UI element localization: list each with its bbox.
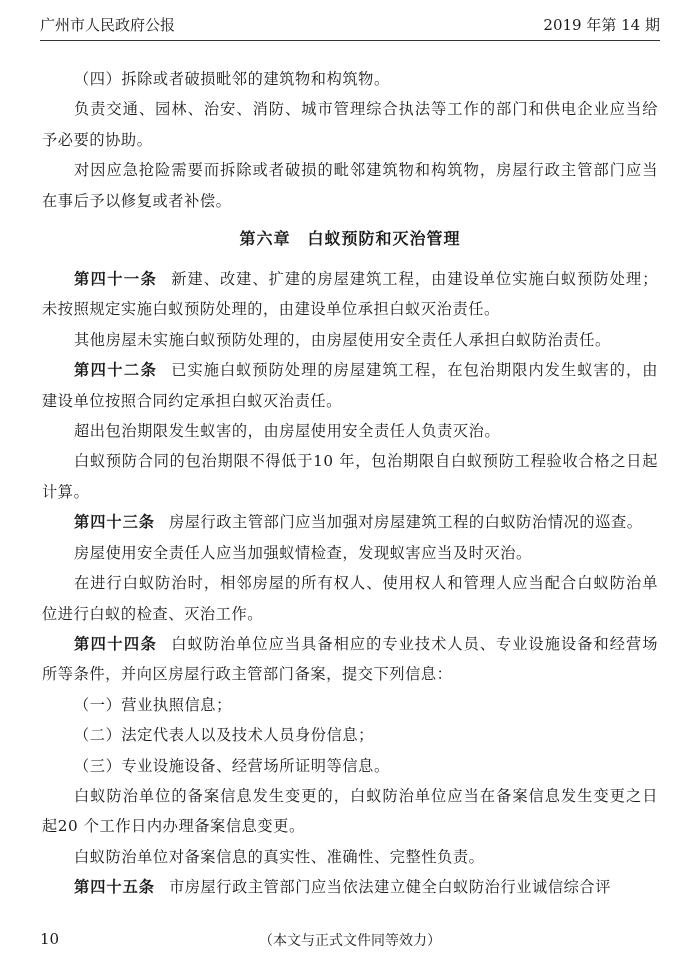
document-body (42, 64, 658, 903)
paragraph-text: 对因应急抢险需要而拆除或者破损的毗邻建筑物和构筑物，房屋行政主管部门应当在事后予以修复或者补偿。 (42, 161, 658, 210)
article-number: 第四十一条 (74, 270, 158, 289)
paragraph (42, 446, 658, 507)
page-number: 10 (40, 930, 60, 948)
section-before-chapter (42, 64, 658, 216)
paragraph (42, 751, 658, 781)
paragraph (42, 325, 658, 355)
chapter-six-articles (42, 264, 658, 903)
paragraph (42, 538, 658, 568)
paragraph (42, 568, 658, 629)
paragraph (42, 842, 658, 872)
paragraph-text: 白蚁预防合同的包治期限不得低于10 年，包治期限自白蚁预防工程验收合格之日起计算。 (42, 452, 658, 501)
paragraph-text: 新建、改建、扩建的房屋建筑工程，由建设单位实施白蚁预防处理；未按照规定实施白蚁预防处理的，由建设单位承担白蚁灭治责任。 (42, 270, 659, 319)
article-paragraph (42, 872, 658, 902)
paragraph-text: 在进行白蚁防治时，相邻房屋的所有权人、使用权人和管理人应当配合白蚁防治单位进行白蚁的检查、灭治工作。 (42, 574, 658, 623)
paragraph-text: （三）专业设施设备、经营场所证明等信息。 (74, 756, 390, 775)
paragraph (42, 155, 658, 216)
paragraph-text: 房屋使用安全责任人应当加强蚁情检查，发现蚁害应当及时灭治。 (74, 543, 532, 562)
article-number: 第四十四条 (74, 634, 158, 653)
article-paragraph (42, 507, 658, 537)
paragraph (42, 781, 658, 842)
issue-label: 2019 年第 14 期 (543, 16, 660, 34)
paragraph (42, 64, 658, 94)
paragraph-text: 白蚁防治单位对备案信息的真实性、准确性、完整性负责。 (74, 847, 485, 866)
article-number: 第四十五条 (74, 878, 155, 897)
article-paragraph (42, 629, 658, 690)
chapter-title: 第六章 白蚁预防和灭治管理 (239, 229, 461, 249)
header-divider (40, 40, 660, 41)
paragraph-text: 其他房屋未实施白蚁预防处理的，由房屋使用安全责任人承担白蚁防治责任。 (74, 330, 611, 349)
paragraph-text: 市房屋行政主管部门应当依法建立健全白蚁防治行业诚信综合评 (168, 878, 611, 897)
page-header (40, 14, 660, 40)
paragraph-text: （四）拆除或者破损毗邻的建筑物和构筑物。 (74, 70, 390, 88)
footer-note: （本文与正式文件同等效力） (259, 933, 441, 949)
paragraph-text: （二）法定代表人以及技术人员身份信息； (74, 726, 374, 745)
paragraph (42, 720, 658, 750)
paragraph (42, 690, 658, 720)
article-number: 第四十三条 (74, 513, 155, 532)
paragraph (42, 416, 658, 446)
paragraph-text: 白蚁防治单位应当具备相应的专业技术人员、专业设施设备和经营场所等条件，并向区房屋行政主管部门备案，提交下列信息： (42, 634, 659, 684)
paragraph-text: 超出包治期限发生蚁害的，由房屋使用安全责任人负责灭治。 (74, 422, 501, 441)
paragraph (42, 94, 658, 155)
article-paragraph (42, 355, 658, 416)
paragraph-text: （一）营业执照信息； (74, 695, 232, 714)
article-number: 第四十二条 (74, 361, 158, 380)
paragraph-text: 白蚁防治单位的备案信息发生变更的，白蚁防治单位应当在备案信息发生变更之日起20 个工作日内办理备案信息变更。 (42, 786, 658, 836)
article-paragraph (42, 264, 658, 325)
paragraph-text: 房屋行政主管部门应当加强对房屋建筑工程的白蚁防治情况的巡查。 (168, 513, 643, 532)
paragraph-text: 负责交通、园林、治安、消防、城市管理综合执法等工作的部门和供电企业应当给予必要的协助。 (42, 100, 658, 149)
publication-title: 广州市人民政府公报 (40, 16, 176, 34)
paragraph-text: 已实施白蚁预防处理的房屋建筑工程，在包治期限内发生蚁害的，由建设单位按照合同约定承担白蚁灭治责任。 (42, 361, 659, 410)
page-footer (40, 930, 660, 952)
